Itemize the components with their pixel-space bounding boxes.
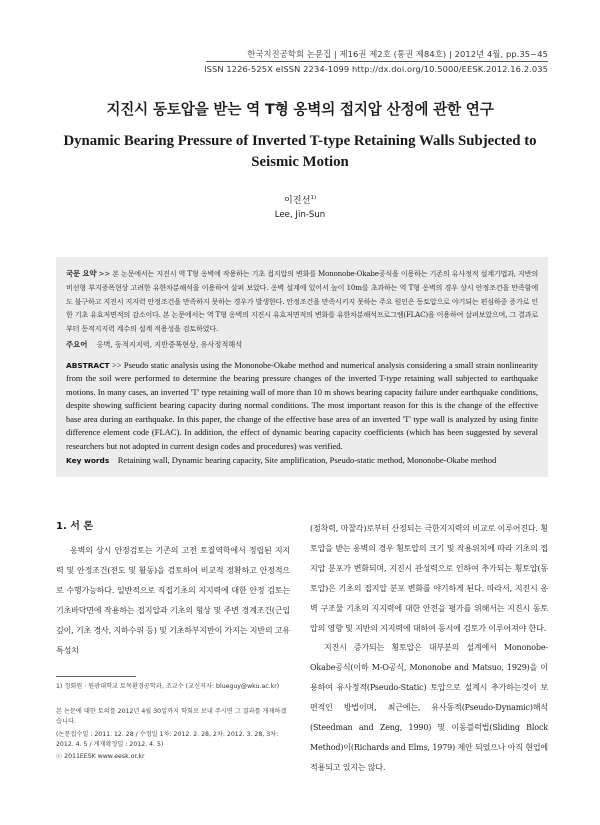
body-paragraph: 지진시 증가되는 횡토압은 대부분의 설계에서 Mononobe-Okabe공식(이하 M-O공식, Mononobe and Matsuo, 1929)을 이용하여 유사정적(Pseudo-Static) 토압으로 설계시 추가하는것이 보편적인 방법이며, 최근에는, 유사동적(Pseudo-Dynamic)해석(Steedman and Zeng, 1990) 및 이동블럭법(Sliding Block Method)이(Richards and Elms, 1979) 제안 되었으나 아직 현업에 적용되고 있지는 않다. (310, 643, 548, 772)
body-paragraph: (점착력, 마찰각)로부터 산정되는 극한지지력의 비교로 이루어진다. 횡토압을 받는 옹벽의 경우 횡토압의 크기 및 작용위치에 따라 기초의 접지압 분포가 변화되며, 지진시 관성력으로 인하여 추가되는 횡토압(동토압)은 기초의 접지압 분포 변화를 야기하게 된다. 따라서, 지진시 옹벽 구조물 기초의 지지력에 대한 안전을 평가를 위해서는 지진시 동토압의 영향 및 지반의 지지력에 대하여 동시에 검토가 이루어져야 한다. (310, 524, 548, 633)
journal-header-line: 한국지진공학회 논문집 | 제16권 제2호 (통권 제84호) | 2012년 4월, pp.35~45 (247, 49, 548, 59)
english-abstract-text: >> Pseudo static analysis using the Mononobe-Okabe method and numerical analysis considering a small strain nonlinearity from the soil were performed to determine the bearing pressure changes of the inverted T-type retaining wall subjected to earthquake motions. In many cases, an inverted 'T' type retaining wall of more than 10 m shows bearing capacity failure under earthquake conditions, despite showing sufficient bearing capacity during normal conditions. The most important reason for this is the change of the effective base area during an earthquake. In this paper, the change of the effective base area of an inverted 'T' type wall is analyzed by using finite difference element code (FLAC). In addition, the effect of dynamic bearing capacity coefficients (which has been suggested by several researchers but not adopted in current design codes and procedures) was verified. (66, 359, 539, 451)
body-paragraph: 옹벽의 상시 안정검토는 기존의 고전 토질역학에서 정립된 지지력 및 안정조건(전도 및 활동)을 검토하여 비교적 정확하고 안정적으로 수행가능하다. 일반적으로 직접기초의 지지력에 대한 안정 검토는 기초바닥면에 작용하는 접지압과 기초의 형상 및 주변 경계조건(근입깊이, 기초 경사, 지하수위 등) 및 기초하부지반이 가지는 지반의 고유특성치 (56, 546, 290, 655)
paper-title-korean: 지진시 동토압을 받는 역 T형 옹벽의 접지압 산정에 관한 연구 (106, 101, 494, 118)
right-column (310, 519, 548, 778)
left-column (56, 541, 290, 660)
english-abstract (66, 359, 538, 454)
english-keywords (66, 455, 538, 465)
author-korean (0, 192, 600, 206)
english-keywords-text: Retaining wall, Dynamic bearing capacity, Site amplification, Pseudo-static method, Mononobe-Okabe method (117, 455, 497, 466)
english-keywords-label: Key words (66, 456, 110, 466)
korean-abstract-label: 국문 요약 (66, 269, 97, 278)
paper-title-english: Dynamic Bearing Pressure of Inverted T-type Retaining Walls Subjected to Seismic Motion (63, 133, 537, 170)
korean-keywords-label: 주요어 (66, 339, 88, 349)
footnote-copyright: ⓒ 2011EESK www.eesk.or.kr (56, 753, 145, 760)
abstract-box (56, 257, 548, 477)
author-english: Lee, Jin-Sun (274, 210, 326, 220)
footnote-dates: (논문접수일 : 2011. 12. 28 / 수정일 1차: 2012. 2. 28, 2차: 2012. 3. 28, 3차: 2012. 4. 5 / 게재확정일 : 2012. 4. 5) (56, 731, 279, 749)
footnote-affiliation: 1) 정회원 · 원광대학교 토목환경공학과, 조교수 (교신저자: blueguy@wku.ac.kr) (56, 683, 280, 690)
footnote-rule (56, 676, 136, 677)
footnote-discussion: 본 논문에 대한 토의를 2012년 4월 30일까지 학회로 보내 주시면 그 결과를 게재하겠습니다. (56, 708, 287, 726)
author-name-korean: 이진선 (283, 195, 311, 206)
issn-doi-line: ISSN 1226-525X eISSN 2234-1099 http://dx.doi.org/10.5000/EESK.2012.16.2.035 (204, 64, 548, 74)
korean-keywords (66, 339, 538, 350)
english-abstract-label: ABSTRACT (66, 360, 110, 370)
author-footnote-mark: 1) (310, 194, 317, 201)
section-heading-introduction: 1. 서 론 (56, 521, 94, 532)
korean-abstract-text: >> 본 논문에서는 지진시 역 T형 옹벽에 작용하는 기초 접지압의 변화를 Mononobe-Okabe공식을 이용하는 기존의 유사정적 설계기법과, 지반의 비선형 부지증폭현상 고려한 유한차분해석을 이용하여 살펴 보았다. 옹벽 설계에 있어서 높이 10m를 초과하는 역 T형 옹벽의 경우 상시 안정조건을 만족함에도 불구하고 지진시 지지력 안정조건을 만족하지 못하는 경우가 발생한다. 안정조건을 만족시키지 못하는 주요 원인은 동토압으로 야기되는 편심하중 증가로 인한 기초 유효저면적의 감소이다. 본 논문에서는 역 T형 옹벽의 지진시 유효저면적의 변화를 유한차분해석프로그램(FLAC)을 이용하여 살펴보았으며, 그 결과로부터 동적지지력 계수의 설계 적용성을 검토하였다. (66, 269, 538, 334)
korean-keywords-text: 옹벽, 동적지지력, 지반증폭현상, 유사정적해석 (96, 339, 243, 349)
header-rule (206, 61, 548, 62)
korean-abstract (66, 267, 538, 336)
